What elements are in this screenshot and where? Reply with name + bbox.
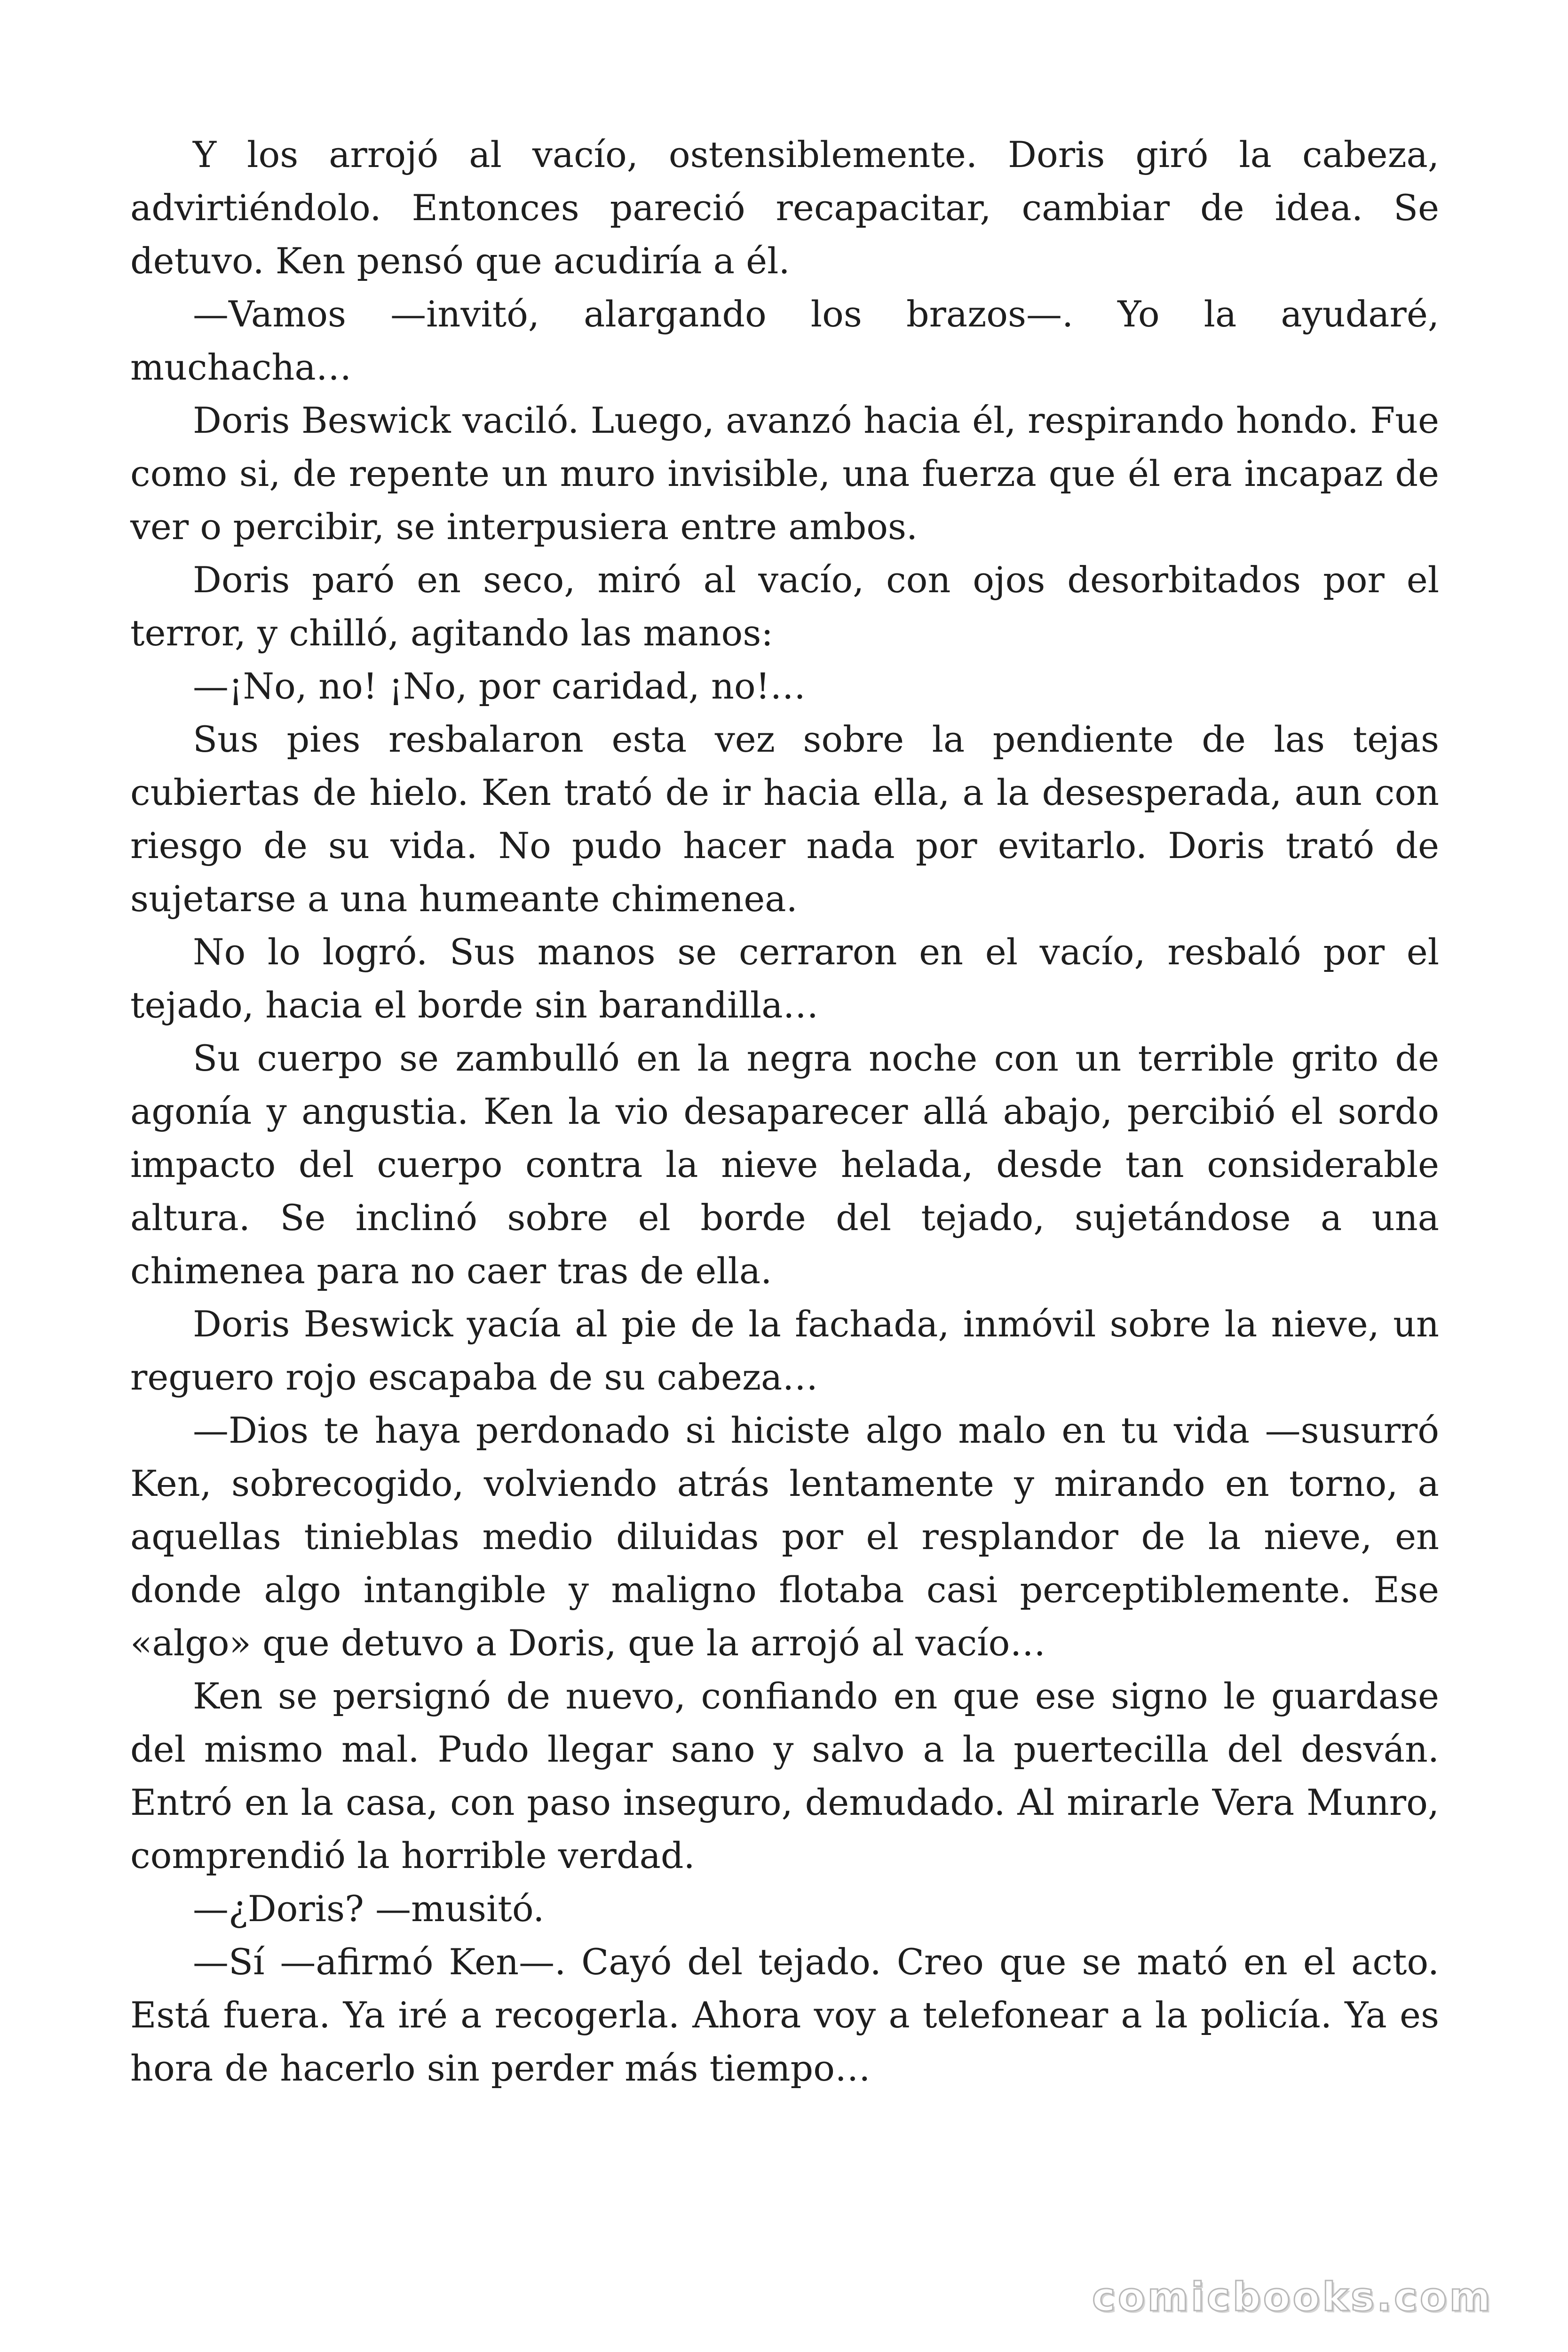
paragraph: Doris paró en seco, miró al vacío, con ojos desorbitados por el terror, y chilló, agitando las manos:: [130, 559, 1439, 654]
paragraph: No lo logró. Sus manos se cerraron en el vacío, resbaló por el tejado, hacia el borde sin barandilla…: [130, 931, 1439, 1026]
paragraph: —¡No, no! ¡No, por caridad, no!…: [193, 665, 806, 707]
paragraph: Doris Beswick vaciló. Luego, avanzó hacia él, respirando hondo. Fue como si, de repente un muro invisible, una fuerza que él era incapaz de ver o percibir, se interpusiera entre ambos.: [130, 399, 1439, 548]
paragraph: Ken se persignó de nuevo, confiando en que ese signo le guardase del mismo mal. Pudo llegar sano y salvo a la puertecilla del desván. Entró en la casa, con paso inseguro, demudado. Al mirarle Vera Munro, comprendió la horrible verdad.: [130, 1675, 1439, 1876]
paragraph: Sus pies resbalaron esta vez sobre la pendiente de las tejas cubiertas de hielo. Ken trató de ir hacia ella, a la desesperada, aun con riesgo de su vida. No pudo hacer nada por evitarlo. Doris trató de sujetarse a una humeante chimenea.: [130, 718, 1439, 920]
paragraph: Y los arrojó al vacío, ostensiblemente. Doris giró la cabeza, advirtiéndolo. Entonces pareció recapacitar, cambiar de idea. Se detuvo. Ken pensó que acudiría a él.: [130, 134, 1439, 282]
paragraph: Su cuerpo se zambulló en la negra noche con un terrible grito de agonía y angustia. Ken la vio desaparecer allá abajo, percibió el sordo impacto del cuerpo contra la nieve helada, desde tan considerable altura. Se inclinó sobre el borde del tejado, sujetándose a una chimenea para no caer tras de ella.: [130, 1037, 1439, 1292]
paragraph: —¿Doris? —musitó.: [193, 1888, 545, 1930]
page-body: [130, 128, 1439, 2095]
paragraph: —Dios te haya perdonado si hiciste algo malo en tu vida —susurró Ken, sobrecogido, volviendo atrás lentamente y mirando en torno, a aquellas tinieblas medio diluidas por el resplandor de la nieve, en donde algo intangible y maligno flotaba casi perceptiblemente. Ese «algo» que detuvo a Doris, que la arrojó al vacío…: [130, 1409, 1439, 1664]
paragraph: —Vamos —invitó, alargando los brazos—. Yo la ayudaré, muchacha…: [130, 293, 1439, 388]
watermark: comicbooks.com: [1092, 2274, 1493, 2320]
paragraph: Doris Beswick yacía al pie de la fachada, inmóvil sobre la nieve, un reguero rojo escapaba de su cabeza…: [130, 1303, 1439, 1398]
paragraph: —Sí —afirmó Ken—. Cayó del tejado. Creo que se mató en el acto. Está fuera. Ya iré a recogerla. Ahora voy a telefonear a la policía. Ya es hora de hacerlo sin perder más tiempo…: [130, 1941, 1439, 2089]
